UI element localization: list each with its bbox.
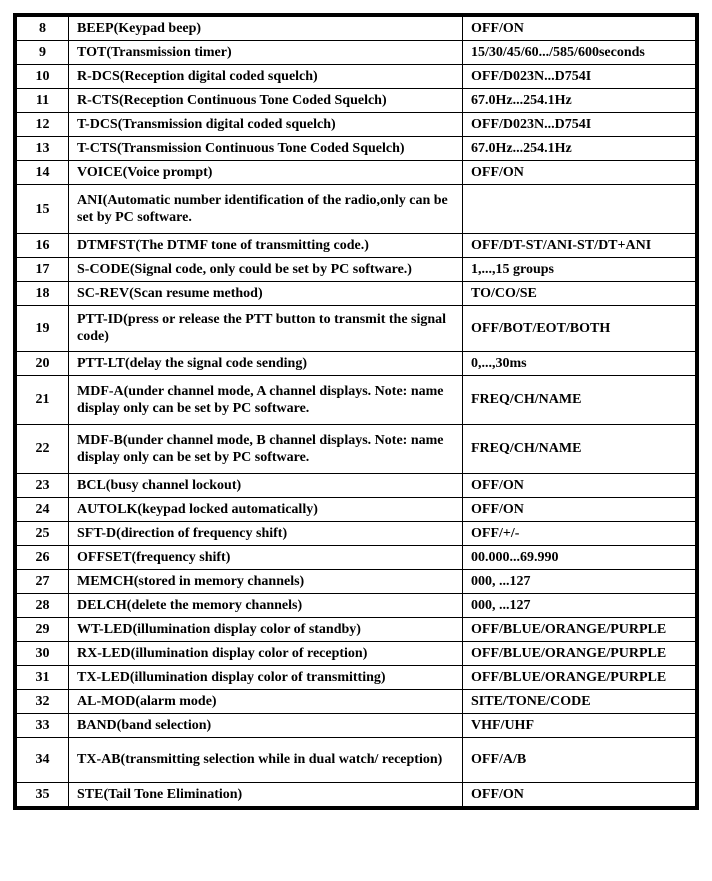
menu-number-cell: 9 <box>17 41 69 65</box>
menu-description-cell: PTT-ID(press or release the PTT button to transmit the signal code) <box>69 306 463 352</box>
menu-value-cell: OFF/BLUE/ORANGE/PURPLE <box>463 665 696 689</box>
menu-number-cell: 11 <box>17 89 69 113</box>
menu-value-cell: 000, ...127 <box>463 593 696 617</box>
menu-description-cell: DELCH(delete the memory channels) <box>69 593 463 617</box>
menu-description-cell: BCL(busy channel lockout) <box>69 473 463 497</box>
menu-settings-table <box>13 13 699 810</box>
table-row <box>17 617 696 641</box>
menu-description-cell: R-CTS(Reception Continuous Tone Coded Squelch) <box>69 89 463 113</box>
menu-number-cell: 33 <box>17 713 69 737</box>
menu-description-cell: SFT-D(direction of frequency shift) <box>69 521 463 545</box>
menu-number-cell: 8 <box>17 17 69 41</box>
menu-number-cell: 18 <box>17 282 69 306</box>
table-row <box>17 306 696 352</box>
menu-description-cell: MDF-A(under channel mode, A channel displays. Note: name display only can be set by PC software. <box>69 375 463 424</box>
menu-description-cell: S-CODE(Signal code, only could be set by PC software.) <box>69 258 463 282</box>
menu-value-cell: 67.0Hz...254.1Hz <box>463 89 696 113</box>
menu-number-cell: 26 <box>17 545 69 569</box>
menu-number-cell: 16 <box>17 234 69 258</box>
table-row <box>17 17 696 41</box>
table-row <box>17 234 696 258</box>
table-row <box>17 137 696 161</box>
menu-table-body <box>17 17 696 807</box>
menu-number-cell: 21 <box>17 375 69 424</box>
menu-value-cell: 0,...,30ms <box>463 351 696 375</box>
table-row <box>17 713 696 737</box>
menu-description-cell: STE(Tail Tone Elimination) <box>69 783 463 807</box>
menu-value-cell: OFF/BLUE/ORANGE/PURPLE <box>463 617 696 641</box>
table-row <box>17 351 696 375</box>
menu-description-cell: MDF-B(under channel mode, B channel displays. Note: name display only can be set by PC software. <box>69 424 463 473</box>
menu-value-cell: VHF/UHF <box>463 713 696 737</box>
menu-description-cell: R-DCS(Reception digital coded squelch) <box>69 65 463 89</box>
menu-value-cell: 1,...,15 groups <box>463 258 696 282</box>
table-row <box>17 569 696 593</box>
menu-value-cell: OFF/A/B <box>463 737 696 783</box>
menu-description-cell: TX-LED(illumination display color of transmitting) <box>69 665 463 689</box>
menu-number-cell: 15 <box>17 185 69 234</box>
table-row <box>17 424 696 473</box>
menu-number-cell: 10 <box>17 65 69 89</box>
menu-description-cell: BAND(band selection) <box>69 713 463 737</box>
menu-description-cell: T-DCS(Transmission digital coded squelch) <box>69 113 463 137</box>
menu-description-cell: AUTOLK(keypad locked automatically) <box>69 497 463 521</box>
menu-value-cell: 67.0Hz...254.1Hz <box>463 137 696 161</box>
table-row <box>17 113 696 137</box>
table-row <box>17 593 696 617</box>
table-row <box>17 665 696 689</box>
menu-value-cell: 15/30/45/60.../585/600seconds <box>463 41 696 65</box>
table-row <box>17 375 696 424</box>
menu-number-cell: 29 <box>17 617 69 641</box>
menu-value-cell: OFF/ON <box>463 17 696 41</box>
menu-value-cell: TO/CO/SE <box>463 282 696 306</box>
table-row <box>17 737 696 783</box>
menu-description-cell: OFFSET(frequency shift) <box>69 545 463 569</box>
menu-number-cell: 12 <box>17 113 69 137</box>
menu-number-cell: 22 <box>17 424 69 473</box>
menu-value-cell <box>463 185 696 234</box>
menu-number-cell: 17 <box>17 258 69 282</box>
menu-value-cell: OFF/BLUE/ORANGE/PURPLE <box>463 641 696 665</box>
table-row <box>17 497 696 521</box>
menu-number-cell: 20 <box>17 351 69 375</box>
menu-number-cell: 14 <box>17 161 69 185</box>
table-row <box>17 185 696 234</box>
menu-number-cell: 25 <box>17 521 69 545</box>
table-row <box>17 689 696 713</box>
menu-value-cell: OFF/ON <box>463 497 696 521</box>
table-row <box>17 161 696 185</box>
menu-value-cell: 000, ...127 <box>463 569 696 593</box>
menu-description-cell: DTMFST(The DTMF tone of transmitting code.) <box>69 234 463 258</box>
menu-number-cell: 23 <box>17 473 69 497</box>
menu-number-cell: 30 <box>17 641 69 665</box>
menu-description-cell: AL-MOD(alarm mode) <box>69 689 463 713</box>
menu-description-cell: TX-AB(transmitting selection while in dual watch/ reception) <box>69 737 463 783</box>
table-row <box>17 89 696 113</box>
menu-description-cell: WT-LED(illumination display color of standby) <box>69 617 463 641</box>
menu-value-cell: OFF/ON <box>463 161 696 185</box>
menu-description-cell: SC-REV(Scan resume method) <box>69 282 463 306</box>
table-row <box>17 258 696 282</box>
menu-value-cell: SITE/TONE/CODE <box>463 689 696 713</box>
table-row <box>17 41 696 65</box>
menu-value-cell: OFF/ON <box>463 473 696 497</box>
menu-description-cell: MEMCH(stored in memory channels) <box>69 569 463 593</box>
menu-value-cell: OFF/+/- <box>463 521 696 545</box>
table-row <box>17 545 696 569</box>
menu-table <box>16 16 696 807</box>
menu-description-cell: VOICE(Voice prompt) <box>69 161 463 185</box>
table-row <box>17 473 696 497</box>
menu-number-cell: 32 <box>17 689 69 713</box>
menu-value-cell: OFF/D023N...D754I <box>463 65 696 89</box>
table-row <box>17 521 696 545</box>
menu-value-cell: 00.000...69.990 <box>463 545 696 569</box>
menu-value-cell: FREQ/CH/NAME <box>463 424 696 473</box>
menu-value-cell: FREQ/CH/NAME <box>463 375 696 424</box>
menu-number-cell: 27 <box>17 569 69 593</box>
menu-number-cell: 31 <box>17 665 69 689</box>
menu-description-cell: ANI(Automatic number identification of the radio,only can be set by PC software. <box>69 185 463 234</box>
table-row <box>17 783 696 807</box>
menu-description-cell: RX-LED(illumination display color of reception) <box>69 641 463 665</box>
menu-value-cell: OFF/DT-ST/ANI-ST/DT+ANI <box>463 234 696 258</box>
menu-value-cell: OFF/BOT/EOT/BOTH <box>463 306 696 352</box>
menu-description-cell: BEEP(Keypad beep) <box>69 17 463 41</box>
menu-number-cell: 28 <box>17 593 69 617</box>
menu-description-cell: TOT(Transmission timer) <box>69 41 463 65</box>
menu-value-cell: OFF/D023N...D754I <box>463 113 696 137</box>
menu-number-cell: 35 <box>17 783 69 807</box>
menu-description-cell: T-CTS(Transmission Continuous Tone Coded Squelch) <box>69 137 463 161</box>
table-row <box>17 641 696 665</box>
menu-number-cell: 24 <box>17 497 69 521</box>
table-row <box>17 282 696 306</box>
menu-number-cell: 19 <box>17 306 69 352</box>
menu-number-cell: 34 <box>17 737 69 783</box>
menu-number-cell: 13 <box>17 137 69 161</box>
table-row <box>17 65 696 89</box>
menu-description-cell: PTT-LT(delay the signal code sending) <box>69 351 463 375</box>
menu-value-cell: OFF/ON <box>463 783 696 807</box>
